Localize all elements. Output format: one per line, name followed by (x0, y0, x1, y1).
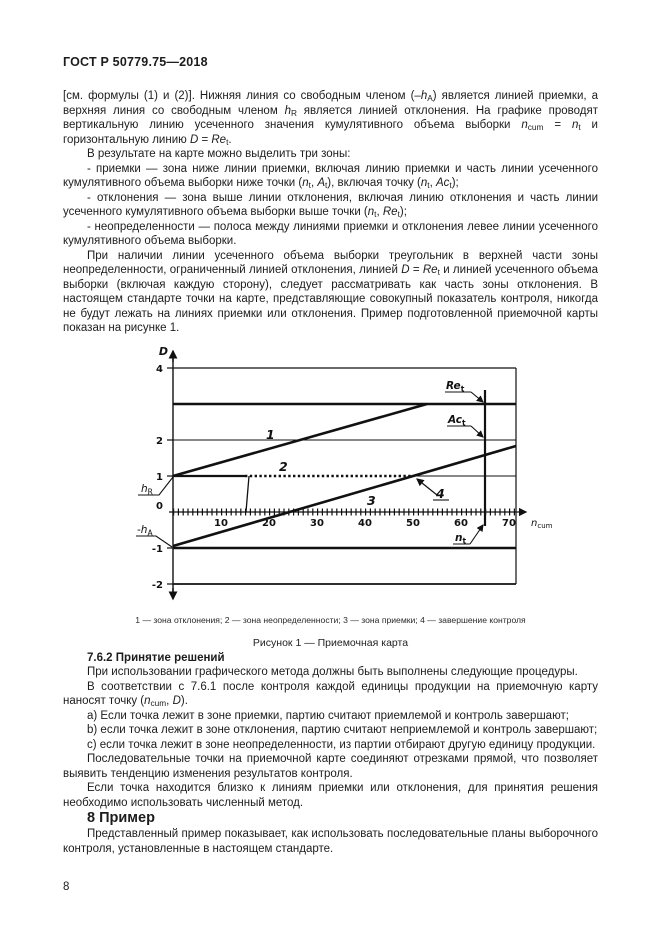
list-item-c: c) если точка лежит в зоне неопределенности, из партии отбирают другую единицу продукции. (87, 738, 596, 751)
ac-label: $Ac_t$ (448, 413, 466, 427)
y-tick-label: -1 (151, 543, 163, 555)
figure-title: Рисунок 1 — Приемочная карта (252, 637, 409, 649)
y-axis-label: D (158, 344, 168, 358)
paragraph-triangle: При наличии линии усеченного объема выборки треугольник в верхней части зоны неопределенности, ограниченный линией отклонения, линией $D = Re_t$ и линией усеченного объема выборки (включая каждую сторону), следует рассматривать как часть зоны отклонения. В настоящем стандарте точки на карте, представляющие совокупный показатель контроля, никогда не будут лежать на линиях приемки или отклонения. Пример подготовленной приемочной карты показан на рисунке 1. (63, 249, 598, 334)
x-axis-label: $n_{cum}$ (531, 517, 553, 530)
ac-callout-arrow (471, 426, 483, 437)
hr-label: $h_R$ (141, 482, 153, 496)
zone-1-label: 1 (266, 426, 275, 442)
x-tick-label: 10 (214, 517, 228, 529)
paragraph-zones-intro: В результате на карте можно выделить три зоны: (87, 148, 351, 160)
paragraph-intro: [см. формулы (1) и (2)]. Нижняя линия со свободным членом $(-h_A)$ является линией приемки, а верхняя линия со свободным членом $h_R$ является линией отклонения. На графике проводят вертикальную линию усеченного значения кумулятивного объема выборки $n_{cum} = n_t$ и горизонтальную линию $D = Re_t$. (63, 90, 598, 147)
acceptance-chart-svg (133, 342, 563, 610)
nt-callout-arrow (470, 525, 483, 544)
connector-n15 (246, 476, 249, 512)
list-item-a: a) Если точка лежит в зоне приемки, партию считают приемлемой и контроль завершают; (87, 709, 569, 722)
figure-acceptance-chart (63, 342, 598, 651)
paragraph-762-1: При использовании графического метода должны быть выполнены следующие процедуры. (87, 666, 578, 678)
paragraph-zone-accept: - приемки — зона ниже линии приемки, включая линию приемки и часть линии усеченного кумулятивного объема выборки ниже точки ($n_t$, $A_t$), включая точку ($n_t$, $Ac_t$); (63, 162, 598, 191)
y-tick-label: 1 (156, 471, 163, 483)
subsection-heading-762: 7.6.2 Принятие решений (87, 651, 225, 664)
x-tick-label: 70 (502, 517, 516, 529)
paragraph-zone-reject: - отклонения — зона выше линии отклонения, включая линию отклонения и часть линии усеченного кумулятивного объема выборки выше точки ($n_t$, $Re_t$); (63, 191, 598, 220)
x-tick-label: 30 (310, 517, 324, 529)
x-tick-label: 50 (406, 517, 420, 529)
list-item-b: b) если точка лежит в зоне отклонения, партию считают неприемлемой и контроль завершают; (87, 724, 598, 736)
zone-3-label: 3 (367, 492, 376, 508)
figure-legend: 1 — зона отклонения; 2 — зона неопределенности; 3 — зона приемки; 4 — завершение контроля (135, 614, 526, 625)
x-tick-label: 20 (262, 517, 276, 529)
zone-4-label: 4 (436, 485, 445, 501)
page-number: 8 (63, 881, 70, 893)
y-tick-label: 0 (156, 500, 163, 512)
re-label: $Re_t$ (446, 379, 465, 393)
paragraph-8-1: Представленный пример показывает, как использовать последовательные планы выборочного контроля, установленные в настоящем стандарте. (63, 828, 598, 855)
paragraph-zone-uncertain: - неопределенности — полоса между линиями приемки и отклонения левее линии усеченного кумулятивного объема выборки. (63, 220, 598, 247)
body-text (63, 89, 598, 895)
zone4-callout-arrow (417, 479, 437, 495)
y-tick-label: 2 (156, 435, 163, 447)
nt-label: $n_t$ (455, 531, 467, 545)
zone-2-label: 2 (279, 458, 288, 474)
section-heading-8: 8 Пример (87, 810, 155, 826)
y-tick-label: -2 (151, 579, 163, 591)
x-tick-label: 40 (358, 517, 372, 529)
paragraph-762-2: В соответствии с 7.6.1 после контроля каждой единицы продукции на приемочную карту наносят точку ($n_{cum}$, D). (63, 680, 598, 709)
x-tick-label: 60 (454, 517, 468, 529)
paragraph-762-4: Если точка находится близко к линиям приемки или отклонения, для принятия решения необходимо использовать численный метод. (63, 782, 598, 809)
re-callout-arrow (471, 392, 483, 402)
y-tick-label: 4 (156, 363, 163, 375)
document-header: ГОСТ Р 50779.75—2018 (63, 55, 208, 69)
paragraph-762-3: Последовательные точки на приемочной карте соединяют отрезками прямой, что позволяет выявить тенденцию изменения результатов контроля. (63, 753, 598, 780)
minus-ha-label: $-h_A$ (137, 523, 153, 537)
